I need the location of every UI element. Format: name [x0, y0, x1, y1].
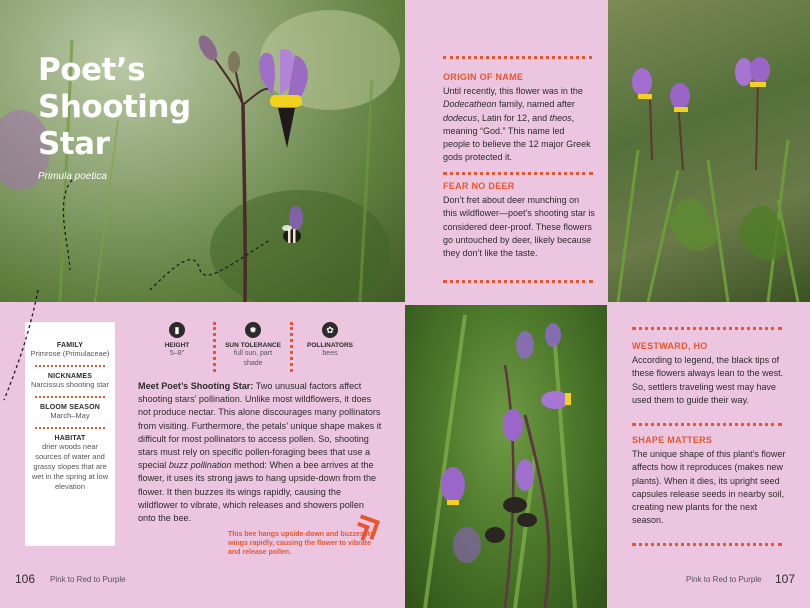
origin-heading: ORIGIN OF NAME — [443, 72, 524, 82]
running-head-right: Pink to Red to Purple — [686, 575, 762, 584]
divider — [632, 327, 782, 330]
westward-text: According to legend, the black tips of these flowers always lean to the west. So, settlers traveling west may have used them to guide their way. — [632, 355, 784, 405]
origin-panel — [405, 0, 608, 302]
divider — [35, 427, 105, 429]
divider — [632, 543, 782, 546]
westward-panel — [608, 305, 810, 608]
nicknames-heading: NICKNAMES — [47, 373, 93, 380]
family-heading: FAMILY — [56, 342, 84, 349]
sun-tolerance-value: full sun, part shade — [233, 350, 273, 367]
origin-text: Until recently, this flower was in the Dodecatheon family, named after dodecus, Latin for 12, and theos, meaning “God.” This name led people to believe the 12 major Greek gods protected it. — [443, 86, 591, 163]
bees-on-flowers-illustration — [405, 305, 607, 608]
sun-tolerance-stat — [222, 322, 284, 368]
shape-text: The unique shape of this plant’s flower affects how it reproduces (makes new plants). When it dies, its upright seed capsules release seeds in nearby soil, creating new plants for the next season. — [632, 449, 786, 526]
divider — [290, 322, 293, 372]
family-value: Primrose (Primulaceae) — [30, 349, 110, 358]
flower-cluster-illustration — [608, 0, 810, 302]
pollinators-stat — [302, 322, 358, 359]
height-value: 5–8" — [169, 350, 185, 357]
deer-heading: FEAR NO DEER — [443, 181, 515, 191]
flight-path-line — [0, 290, 40, 410]
nicknames-value: Narcissus shooting star — [31, 380, 109, 389]
bloom-season-heading: BLOOM SEASON — [40, 404, 100, 411]
divider — [443, 280, 593, 283]
bloom-season-value: March–May — [50, 411, 90, 420]
running-head-left: Pink to Red to Purple — [50, 575, 126, 584]
body-paragraph: Meet Poet’s Shooting Star: Two unusual factors affect shooting stars’ pollination. Unlike most wildflowers, it does not produce nectar. This alone discourages many pollinators from visiting. Furthermore, the petals’ unique shape makes it difficult for most pollinators to access pollen. So, shooting stars must rely on specific pollen-foraging bees that use a special buzz pollination method: When a bee arrives at the flower, it uses its strong jaws to hang upside-down from the flower. It then buzzes its wings rapidly, causing the wildflower to vibrate, which releases and showers pollen onto the bee. — [138, 381, 382, 524]
divider — [443, 172, 593, 175]
shape-heading: SHAPE MATTERS — [632, 435, 713, 445]
sun-tolerance-heading: SUN TOLERANCE — [225, 342, 281, 349]
divider — [213, 322, 216, 372]
habitat-heading: HABITAT — [54, 435, 86, 442]
page-title: Poet’s Shooting Star — [38, 52, 191, 162]
bee-caption: This bee hangs upside-down and buzzes its wings rapidly, causing the flower to vibrate and release pollen. — [228, 531, 374, 556]
sun-icon: ✹ — [245, 322, 261, 338]
bees-on-flowers-photo — [405, 305, 607, 608]
divider — [632, 423, 782, 426]
westward-heading: WESTWARD, HO — [632, 341, 708, 351]
divider — [443, 56, 592, 59]
latin-name: Primula poetica — [38, 171, 107, 182]
height-heading: HEIGHT — [164, 342, 190, 349]
page-number-right: 107 — [775, 572, 796, 586]
pollinators-value: bees — [322, 350, 338, 357]
divider — [35, 365, 105, 367]
deer-text: Don’t fret about deer munching on this wildflower—poet’s shooting star is considered deer-proof. These flowers go untouched by deer, likely because they don’t like the taste. — [443, 195, 595, 259]
height-stat — [154, 322, 200, 359]
pollinators-heading: POLLINATORS — [307, 342, 353, 349]
divider — [35, 396, 105, 398]
page-number-left: 106 — [15, 572, 36, 586]
bee-icon: ✿ — [322, 322, 338, 338]
flower-cluster-photo — [608, 0, 810, 302]
habitat-value: drier woods near sources of water and grassy slopes that are wet in the spring at low elevation — [31, 442, 109, 491]
ruler-icon: ▮ — [169, 322, 185, 338]
